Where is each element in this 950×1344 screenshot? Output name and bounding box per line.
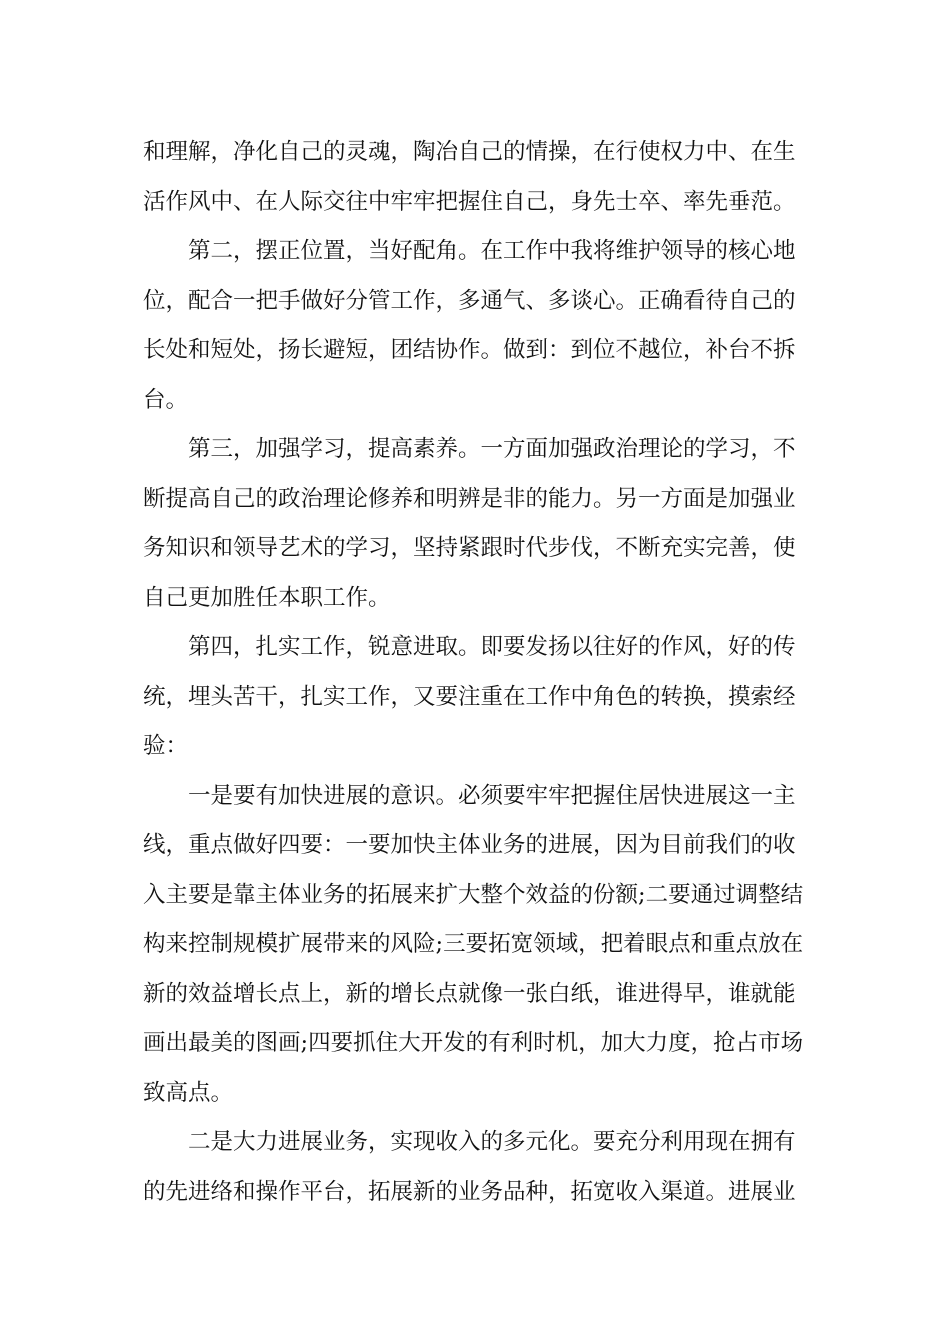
text-line: 统，埋头苦干，扎实工作，又要注重在工作中角色的转换，摸索经 — [143, 683, 796, 710]
document-body — [143, 128, 813, 1217]
paragraph-start-line: 二是大力进展业务，实现收入的多元化。要充分利用现在拥有 — [188, 1129, 796, 1155]
paragraph-start-line: 一是要有加快进展的意识。必须要牢牢把握住居快进展这一主 — [188, 782, 796, 809]
paragraph-start-line: 第三，加强学习，提高素养。一方面加强政治理论的学习，不 — [188, 436, 796, 462]
text-line: 验： — [143, 733, 189, 759]
paragraph-start-line: 第四，扎实工作，锐意进取。即要发扬以往好的作风，好的传 — [188, 634, 796, 660]
text-line: 入主要是靠主体业务的拓展来扩大整个效益的份额;二要通过调整结 — [143, 881, 804, 908]
text-line: 位，配合一把手做好分管工作，多通气、多谈心。正确看待自己的 — [143, 287, 796, 314]
paragraph-start-line: 第二，摆正位置，当好配角。在工作中我将维护领导的核心地 — [188, 238, 796, 264]
text-line: 新的效益增长点上，新的增长点就像一张白纸，谁进得早，谁就能 — [143, 980, 796, 1007]
text-line: 和理解，净化自己的灵魂，陶冶自己的情操，在行使权力中、在生 — [143, 139, 796, 165]
text-line: 长处和短处，扬长避短，团结协作。做到：到位不越位，补台不拆 — [143, 337, 796, 363]
text-line: 画出最美的图画;四要抓住大开发的有利时机，加大力度，抢占市场 — [143, 1030, 804, 1056]
text-line: 自己更加胜任本职工作。 — [143, 584, 391, 611]
text-line: 台。 — [143, 386, 189, 413]
text-line: 断提高自己的政治理论修养和明辨是非的能力。另一方面是加强业 — [143, 485, 796, 512]
text-line: 致高点。 — [143, 1079, 234, 1106]
text-line: 构来控制规模扩展带来的风险;三要拓宽领域，把着眼点和重点放在 — [143, 931, 804, 957]
text-line: 务知识和领导艺术的学习，坚持紧跟时代步伐，不断充实完善，使 — [143, 535, 796, 561]
text-line: 线，重点做好四要：一要加快主体业务的进展，因为目前我们的收 — [143, 832, 796, 858]
text-line: 的先进络和操作平台，拓展新的业务品种，拓宽收入渠道。进展业 — [143, 1178, 796, 1205]
text-line: 活作风中、在人际交往中牢牢把握住自己，身先士卒、率先垂范。 — [143, 188, 796, 215]
